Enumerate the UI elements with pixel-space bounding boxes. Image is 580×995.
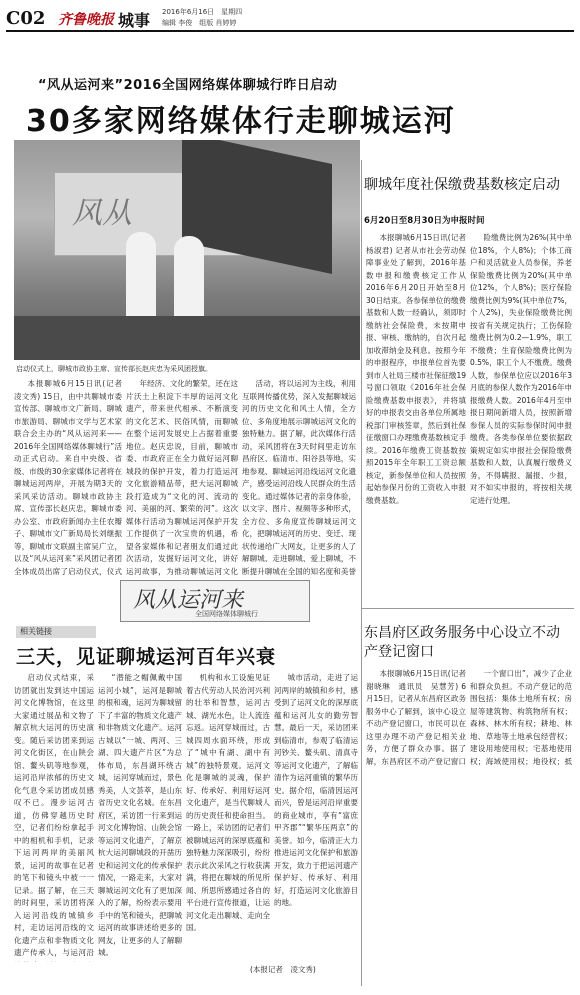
main-article-col2: 年经济、文化的繁荣，还在这片沃土上积淀下丰厚的运河文化遗产，带来世代相承、不断演变的文化艺术、民俗风情，而聊城在整个运河发展史上占据着重要地位。赵庆忠说，目前，聊城市委、市政府正在全力做好运河聊城段的保护开发，着力打造运河文化旅游精品带，把大运河聊城段打造成为“文化的河、流动的河、美丽的河、繁荣的河”。这次媒体行活动为聊城运河保护开发工作提供了一次宝贵的机遇，希望各家媒体和记者朋友们通过此次活动，发掘好运河文化，讲好运河故事，为推动聊城运河文化 [126,379,238,576]
page-number: C02 [6,8,46,29]
registration-col1: 本报聊城6月15日讯(记者 谢晓琳 通讯员 吴慧芳) 6月15日，记者从东昌府区政务服务中心了解到，该中心设立不动产登记窗口，市民可以在这里办理不动产登记相关业务，方便了群众办事。据了解，东昌府区不动产登记窗口 [366,669,466,766]
newspaper-header [6,6,574,32]
editor-credit: 编辑 李俊 组版 肖婷婷 [162,19,237,27]
related-headline: 三天，见证聊城运河百年兴衰 [16,646,277,668]
photo-foreground [14,316,360,360]
registration-headline: 东昌府区政务服务中心设立不动产登记窗口 [364,625,560,660]
social-security-col2: 险缴费比例为26%(其中单位18%，个人8%)；个体工商户和灵活就业人员参保，养老保险缴费比例为20%(其中单位12%，个人8%)；医疗保险缴费比例为9%(其中单位7%，个人2%)，失业保险缴费比例按省有关规定执行；工伤保险缴费比例为0.2—1.9%，职工不缴费；生育保险缴费比例为0.5%，职工个人不缴费。缴费人数，参保单位应以2016年3月底的参保人数作为2016年申报缴费人数。2016年4月至申报日期间新增人员，按照新增参保人员的实际参保时间申报缴费。各类参保单位要依据政策规定如实申报社会保险缴费基数和人数，认真履行缴费义务，不得瞒报、漏报、少报，对不如实申报的，将按相关规定进行处理。 [470,233,572,505]
related-article-col1: 启动仪式结束，采访团就出发到达中国运河文化博物馆，在这里大家通过展品和文物了解京杭大运河的历史演变。随后采访团来到运河文化街区，在山陕会馆、鳌头矶等地参观，运河沿岸浓郁的历史文化气息令采访团成员感叹不已。漫步运河古道，仿佛穿越历史时空，记者们纷纷拿起手中的相机和手机，记录下运河两岸的美丽风景，运河的故事在记者的笔下和镜头中被一一记录。据了解，在三天的时间里，采访团将深入运河沿线的城镇乡村，走访运河沿线的文化遗产点和非物质文化遗产传承人，与运河沿 [14,673,94,957]
related-article-col3: 机构和水工设施见证着古代劳动人民治河兴利的壮举和智慧，运河古城、湖光水色，让人流连忘返。运河穿城而过，古城四周水面环绕，形成了“城中有湖、湖中有城”的独特景观。运河文化是聊城的灵魂，保护好、传承好、利用好运河文化遗产，是当代聊城人的历史责任和使命担当。一路上，采访团的记者们被聊城运河的深厚底蕴和独特魅力深深吸引，纷纷表示此次采风之行收获满满，将把在聊城的所见所闻、所思所感通过各自的平台进行宣传报道，让运河文化走出聊城、走向全国。 [186,673,270,932]
registration-col2: 一个窗口出”，减少了企业和群众负担。不动产登记的范围包括：集体土地所有权；房屋等建筑物、构筑物所有权；森林、林木所有权；耕地、林地、草地等土地承包经营权；建设用地使用权；宅基地使用权；海域使用权；地役权；抵 [470,669,572,766]
main-article-col3: 活动，将以运河为主线，利用互联网传播优势，深入发掘聊城运河的历史文化和风土人情，全方位、多角度地展示聊城运河文化的独特魅力。据了解，此次媒体行活动，采风团将在3天时间里走访东昌府区、临清市、阳谷县等地，实地参观、聊城运河沿线运河文化遗产，感受运河沿线人民群众的生活变化。通过媒体记者的亲身体验，以文字、图片、视频等多种形式，全方位、多角度宣传聊城运河文化，把聊城运河的历史、变迁、现状传递给广大网友，让更多的人了解聊城、走进聊城、爱上聊城，不断提升聊城在全国的知名度和美誉 [242,379,356,576]
section-divider [362,608,574,609]
related-link-tag: 相关链接 [16,626,96,638]
logo-title: 风从运河来 [133,588,244,613]
social-security-col1: 本报聊城6月15日讯(记者 杨淑君) 记者从市社会劳动保障事业处了解到，2016年基数申报和缴费核定工作从2016年6月20日开始至8月30日结束。各参保单位的缴费基数和人数一经确认，须即时缴纳社会保险费，未按期申报、审核、缴纳的，自次月起加收滞纳金及利息。按照今年的申报程序，申报单位首先要到市人社局三楼市社保征缴19号窗口领取《2016年社会保险缴费基数申报表》，并将填好的申报表交由各单位所属地税部门审核签章，然后到社保征缴窗口办理缴费基数核定手续。2016年缴费工资基数按照2015年全年职工工资总额核定，新参保单位和人员按照起始参保月份的工资收入申报缴费基数。 [366,233,466,505]
related-article-col4: 城市活动，走进了运河两岸的城镇和乡村，感受到了运河文化的深厚底蕴和运河儿女的勤劳智慧。最后一天，采访团来到临清市，参观了临清运河钞关、鳌头矶、清真寺等运河文化遗产，了解临清作为运河重镇的繁华历史。据介绍，临清因运河而兴，曾是运河沿岸重要的商业城市，享有“富庶甲齐郡”“繁华压两京”的美誉。如今，临清正大力推进运河文化保护和旅游开发，致力于把运河遗产保护好、传承好、利用好，打造运河文化旅游目的地。 [274,673,358,907]
column-divider [361,160,362,986]
photo-caption: 启动仪式上，聊城市政协主席、宣传部长赵庆忠为采风团授旗。 [16,365,212,373]
related-byline: (本报记者 凌文秀) [250,965,316,974]
social-security-subheadline: 6月20日至8月30日为申报时间 [364,216,485,226]
campaign-logo [120,580,310,622]
main-article-col1: 本报聊城6月15日讯(记者 凌文秀) 15日，由中共聊城市委宣传部、聊城市文广新局、聊城市旅游局、聊城市文学与艺术家联合会主办的“风从运河来——2016年全国网络媒体聊城行”活动正式启动。来自中央级、省级、市级的30余家媒体记者将在聊城运河两岸，开展为期3天的采风采访活动。聊城市政协主席、宣传部长赵庆忠，聊城市委办公室、市政府新闻办主任农瓣子、聊城市文广新局局长刘继振等，聊城市文联副主席吴广立，以及“风从运河来”采风团记者团全体成员出席了启动仪式，仪式 [14,379,122,576]
newspaper-name: 齐鲁晚报 [58,12,114,28]
logo-subtitle: 全国网络媒体聊城行 [195,610,258,618]
main-kicker: “风从运河来”2016全国网络媒体聊城行昨日启动 [38,78,338,93]
main-headline: 30多家网络媒体行走聊城运河 [26,104,456,139]
issue-date: 2016年6月16日 星期四 [162,8,243,16]
ceremony-photo [14,140,360,360]
related-article-col2: “潜能之帽佩戴中国运河小城”，运河是聊城的根和魂，运河为聊城留下了丰富的物质文化遗产和非物质文化遗产。运河古城以“一城、两河、三湖、四大遗产片区”为总体布局，东昌湖环绕古城，运河穿城而过，景色秀美，人文荟萃，是山东省历史文化名城。在东昌府区，采访团一行来到运河文化博物馆、山陕会馆等运河文化遗产，了解京杭大运河聊城段的开凿历史和运河文化的传承保护情况，一路走来，大家对聊城运河文化有了更加深入的了解，纷纷表示要用手中的笔和镜头，把聊城运河的故事讲述给更多的网友，让更多的人了解聊城。 [98,673,182,957]
section-name: 城事 [118,11,151,30]
photo-backdrop-text: 风从 [72,196,132,231]
social-security-headline: 聊城年度社保缴费基数核定启动 [364,177,560,193]
